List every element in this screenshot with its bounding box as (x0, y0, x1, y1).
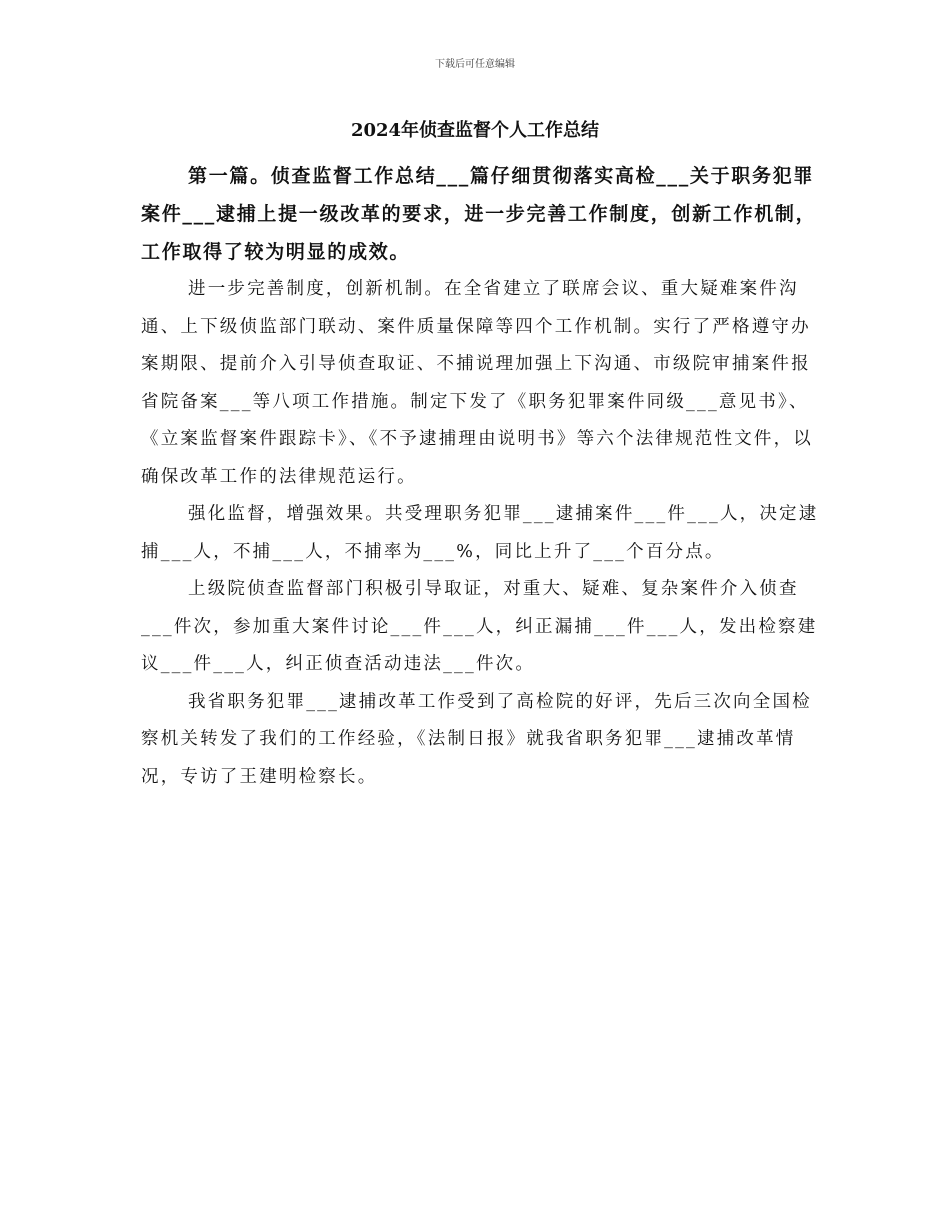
paragraph-mechanisms: 进一步完善制度，创新机制。在全省建立了联席会议、重大疑难案件沟通、上下级侦监部门联动、案件质量保障等四个工作机制。实行了严格遵守办案期限、提前介入引导侦查取证、不捕说理加强上下沟通、市级院审捕案件报省院备案___等八项工作措施。制定下发了《职务犯罪案件同级___意见书》、《立案监督案件跟踪卡》、《不予逮捕理由说明书》等六个法律规范性文件，以确保改革工作的法律规范运行。 (141, 279, 813, 487)
lead-paragraph: 第一篇。侦查监督工作总结___篇仔细贯彻落实高检___关于职务犯罪案件___逮捕上提一级改革的要求，进一步完善工作制度，创新工作机制，工作取得了较为明显的成效。 (141, 165, 817, 263)
document-body (141, 157, 819, 796)
paragraph-recognition: 我省职务犯罪___逮捕改革工作受到了高检院的好评，先后三次向全国检察机关转发了我们的工作经验，《法制日报》就我省职务犯罪___逮捕改革情况，专访了王建明检察长。 (141, 691, 812, 787)
paragraph-supervision: 强化监督，增强效果。共受理职务犯罪___逮捕案件___件___人，决定逮捕___人，不捕___人，不捕率为___%，同比上升了___个百分点。 (141, 504, 819, 562)
document-title: 2024年侦查监督个人工作总结 (350, 120, 600, 141)
header-note: 下载后可任意编辑 (435, 59, 515, 70)
paragraph-evidence-guidance: 上级院侦查监督部门积极引导取证，对重大、疑难、复杂案件介入侦查___件次，参加重大案件讨论___件___人，纠正漏捕___件___人，发出检察建议___件___人，纠正侦查活动违法___件次。 (141, 579, 818, 674)
